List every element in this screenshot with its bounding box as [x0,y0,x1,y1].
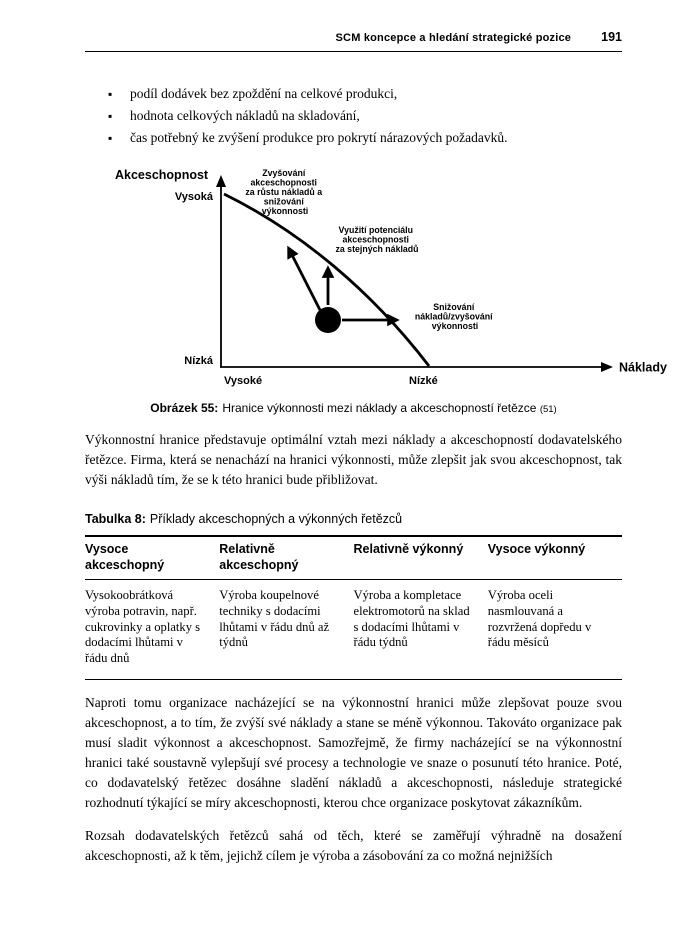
figure-caption-label: Obrázek 55: [150,401,219,415]
paragraph-frontier-intro: Výkonnostní hranice představuje optimální vztah mezi náklady a akceschopností dodavatelského řetězce. Firma, která se nenachází na hranici výkonnosti, může zlepšit jak svou akceschopnost, tak výši nákladů tím, že se k této hranici bude přibližovat. [85,432,622,487]
x-axis-arrowhead [601,362,613,372]
frontier-curve [224,194,429,366]
figure-caption-text: Hranice výkonnosti mezi náklady a akceschopností řetězce [222,401,537,415]
table-header-row [85,536,622,580]
table-header-cell: Vysoce akceschopný [85,536,219,580]
y-tick-low: Nízká [184,355,213,367]
bullet-item [107,105,622,127]
bullet-text: čas potřebný ke zvýšení produkce pro pokrytí nárazových požadavků. [130,130,508,145]
table-header-cell: Vysoce výkonný [488,536,622,580]
table-body [85,580,622,680]
table-head [85,536,622,580]
position-dot [315,307,341,333]
bullet-text: podíl dodávek bez zpoždění na celkové produkci, [130,86,398,101]
chapter-title: SCM koncepce a hledání strategické pozice [335,32,572,44]
header-rule [85,51,622,52]
table-cell: Výroba a kompletace elektromotorů na sklad s dodacími lhůtami v řádu týdnů [353,588,470,650]
table-cell: Výroba koupelnové techniky s dodacími lhůtami v řádu dnů až týdnů [219,588,330,650]
y-tick-high: Vysoká [174,191,213,203]
x-tick-low: Nízké [409,375,438,387]
table-caption-text: Příklady akceschopných a výkonných řetězců [149,512,403,526]
table-header-cell: Relativně akceschopný [219,536,353,580]
figure-caption-ref: (51) [539,404,557,415]
x-axis-title: Náklady [619,360,667,375]
x-tick-high: Vysoké [224,375,263,387]
table-cell: Vysokoobrátková výroba potravin, např. cukrovinky a oplatky s dodacími lhůtami v řádu dnů [85,588,201,666]
annotation-lower-costs: Snižování nákladů/zvyšování výkonnosti [414,302,493,331]
paragraph-range: Rozsah dodavatelských řetězců sahá od těch, které se zaměřují výhradně na dosažení akceschopnosti, až k těm, jejichž cílem je výroba a zásobování za co možná nejnižších [85,827,622,863]
y-axis-title: Akceschopnost [115,168,209,182]
annotation-use-potential: Využití potenciálu akceschopnosti za stejných nákladů [335,225,419,254]
arrow-diagonal [289,249,320,310]
header-row [85,30,622,44]
bullet-text: hodnota celkových nákladů na skladování, [130,108,360,123]
bullet-list [107,83,622,149]
running-head [85,30,622,52]
page-number: 191 [601,30,622,44]
figure-55 [85,163,667,415]
table-caption-label: Tabulka 8: [85,512,146,526]
table-row [85,580,622,680]
annotation-raise-responsiveness: Zvyšování akceschopnosti za růstu nákladů a snižování výkonnosti [245,168,323,216]
frontier-chart [113,163,677,393]
table-8 [85,535,622,680]
figure-caption [85,401,622,415]
table-cell: Výroba oceli nasmlouvaná a rozvržená dopředu v řádu měsíců [487,588,592,650]
y-axis-arrowhead [216,175,226,187]
bullet-item [107,127,622,149]
table-header-cell: Relativně výkonný [354,536,488,580]
table-caption [85,512,622,526]
bullet-item [107,83,622,105]
paragraph-on-frontier: Naproti tomu organizace nacházející se na výkonnostní hranici může zlepšovat pouze svou akceschopnost, a to tím, že zvýší své náklady a stane se méně výkonnou. Takováto organizace pak musí sladit výkonnost a akceschopnost. Samozřejmě, že firmy nacházející se na výkonnostní hranici také soustavně vylepšují své procesy a technologie ve snaze o posunutí této hranice. Poté, co dodavatelský řetězec dosáhne sladění nákladů a akceschopnosti, následuje strategické rozhodnutí týkající se míry akceschopnosti, kterou chce organizace poskytovat zákazníkům. [85,694,622,810]
